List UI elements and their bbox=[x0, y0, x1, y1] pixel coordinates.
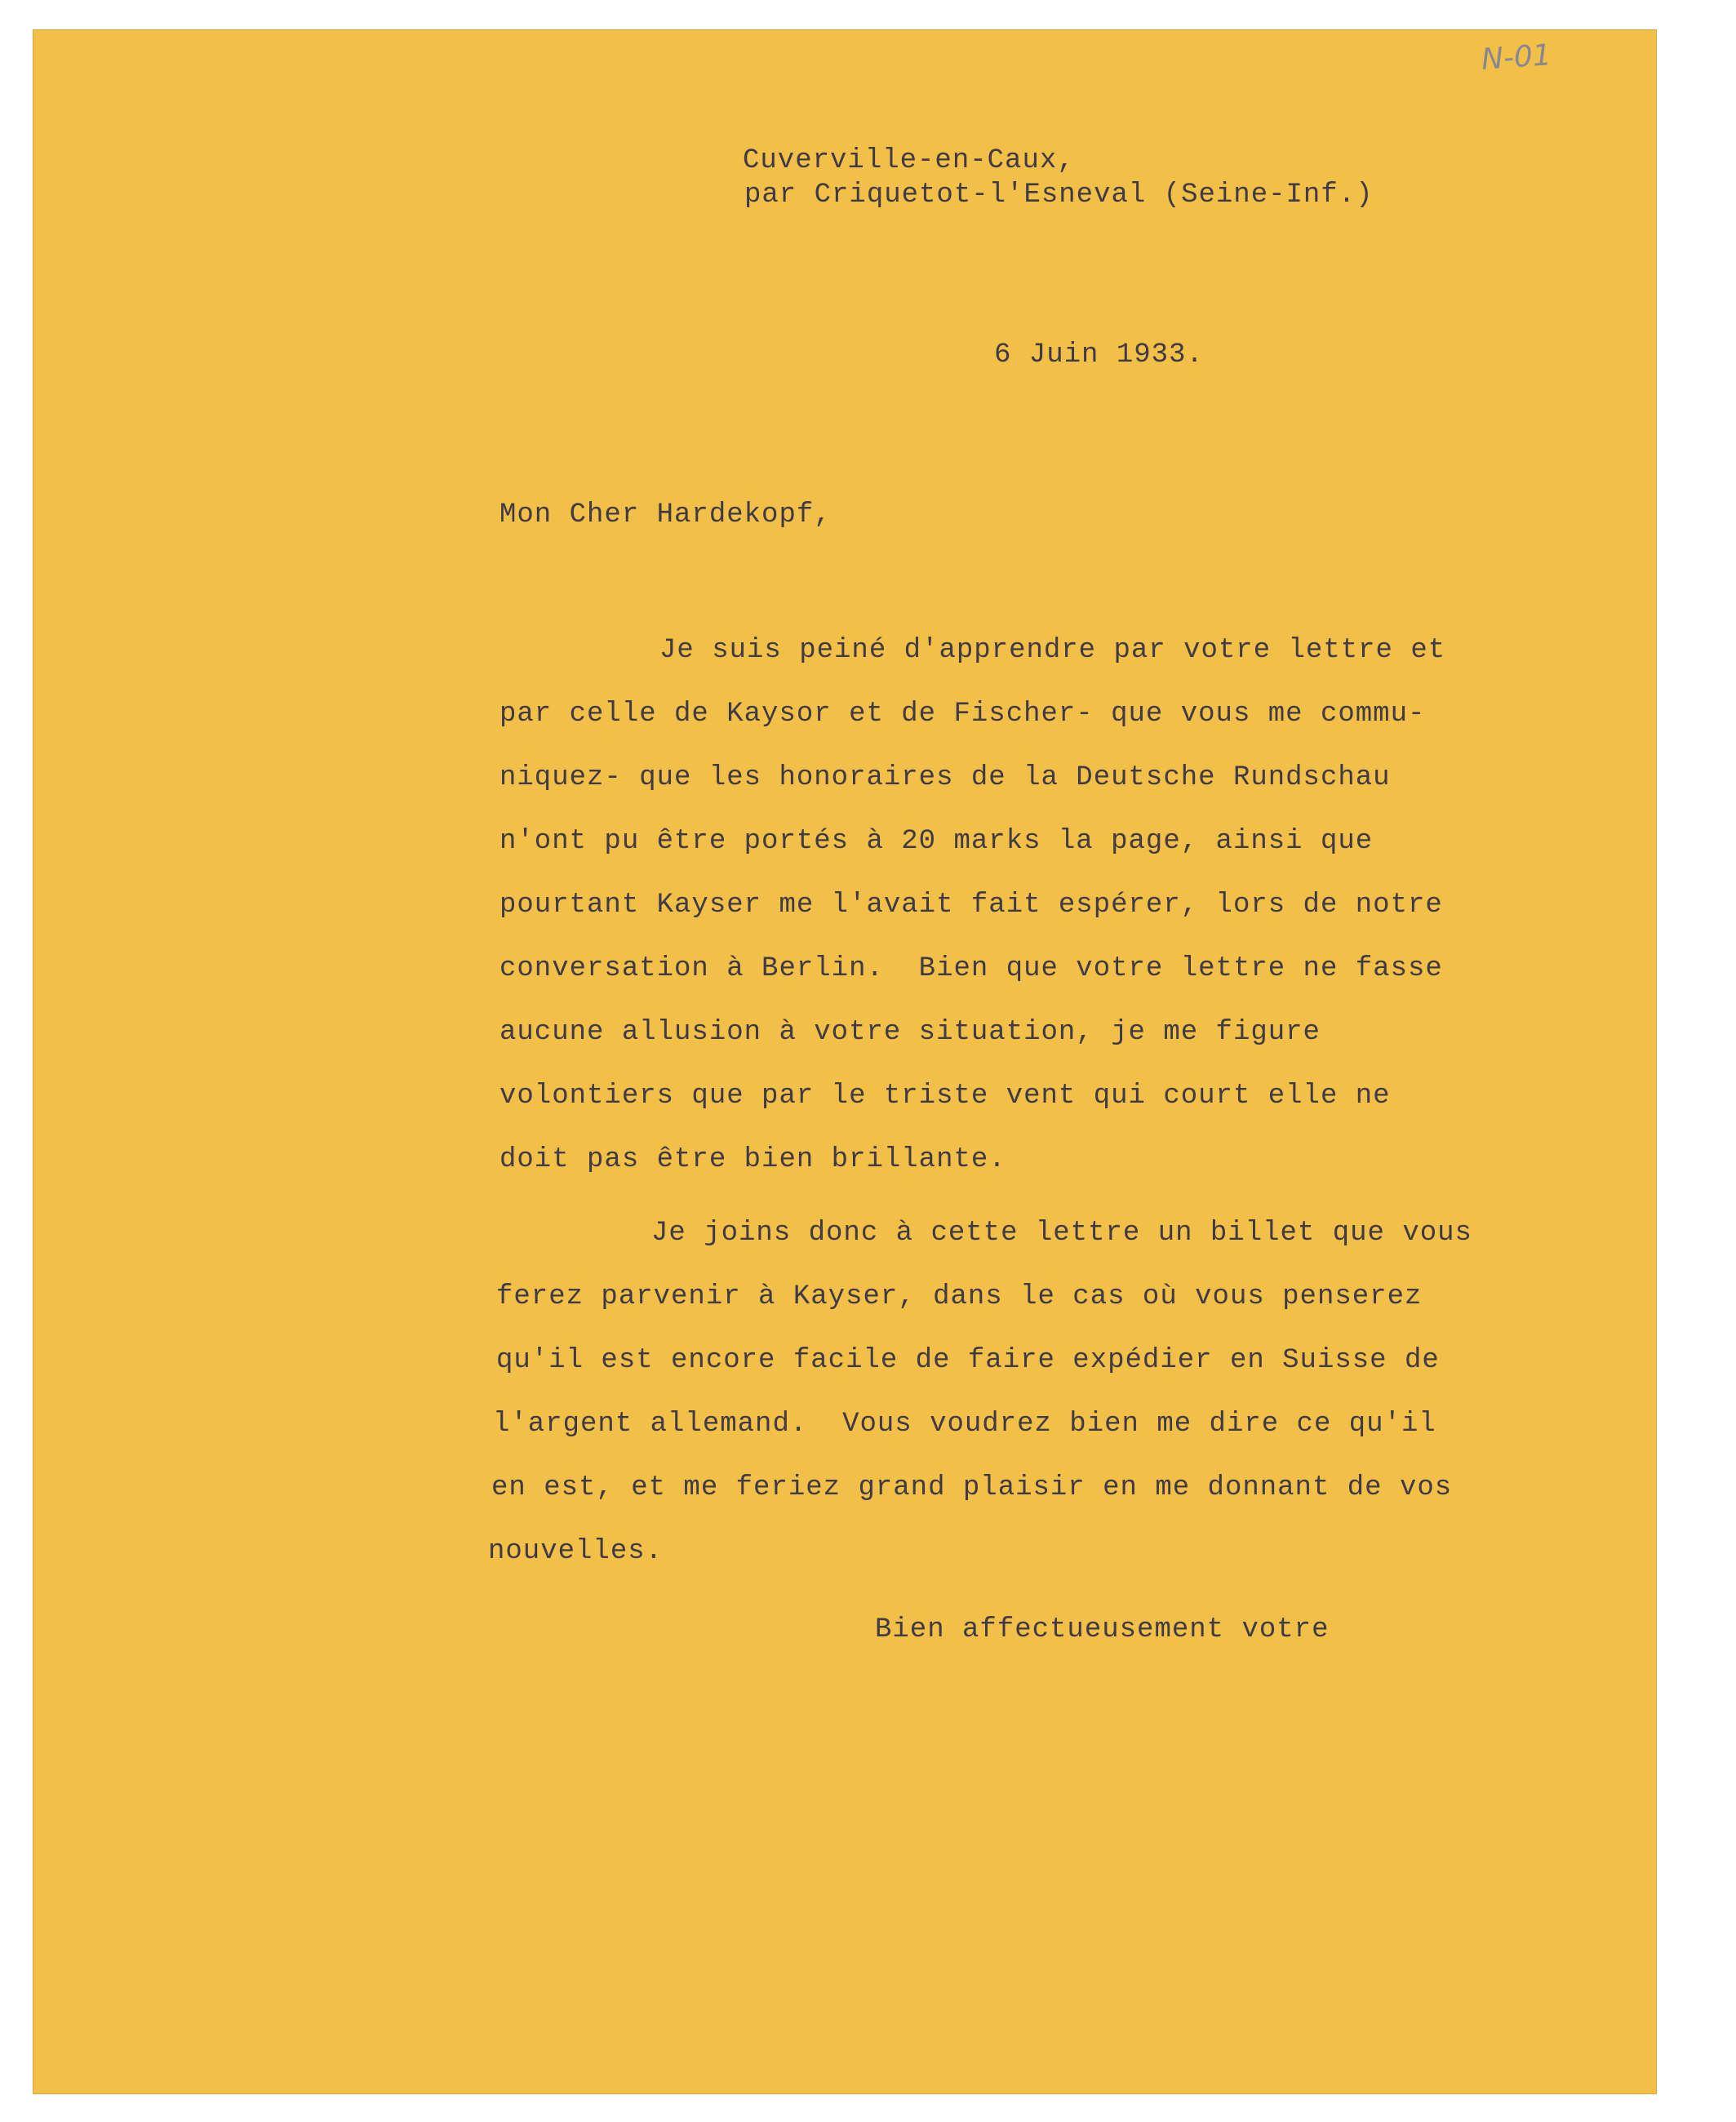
paragraph1-line: pourtant Kayser me l'avait fait espérer, lors de notre bbox=[499, 890, 1443, 921]
address-line-2: par Criquetot-l'Esneval (Seine-Inf.) bbox=[744, 180, 1374, 211]
paragraph1-line: aucune allusion à votre situation, je me figure bbox=[499, 1017, 1321, 1048]
paragraph2-line: Je joins donc à cette lettre un billet que vous bbox=[651, 1218, 1472, 1249]
paragraph1-line: n'ont pu être portés à 20 marks la page, ainsi que bbox=[499, 826, 1374, 857]
paragraph1-line: Je suis peiné d'apprendre par votre lettre et bbox=[659, 635, 1446, 666]
letter-date: 6 Juin 1933. bbox=[994, 340, 1204, 371]
salutation: Mon Cher Hardekopf, bbox=[499, 499, 832, 530]
paragraph1-line: volontiers que par le triste vent qui court elle ne bbox=[499, 1081, 1391, 1112]
paragraph2-line: l'argent allemand. Vous voudrez bien me dire ce qu'il bbox=[493, 1409, 1436, 1440]
paragraph2-line: nouvelles. bbox=[488, 1536, 664, 1567]
address-line-1: Cuverville-en-Caux, bbox=[743, 145, 1075, 176]
paragraph1-line: par celle de Kaysor et de Fischer- que vous me commu- bbox=[499, 699, 1426, 730]
archive-mark: N-01 bbox=[1480, 38, 1553, 77]
letter-sheet bbox=[33, 29, 1657, 2094]
paragraph1-line: conversation à Berlin. Bien que votre lettre ne fasse bbox=[499, 953, 1443, 984]
paragraph1-line: doit pas être bien brillante. bbox=[499, 1144, 1006, 1175]
closing: Bien affectueusement votre bbox=[875, 1614, 1330, 1645]
paragraph1-line: niquez- que les honoraires de la Deutsche Rundschau bbox=[499, 762, 1391, 793]
paragraph2-line: en est, et me feriez grand plaisir en me donnant de vos bbox=[491, 1472, 1453, 1503]
paragraph2-line: qu'il est encore facile de faire expédier en Suisse de bbox=[496, 1345, 1440, 1376]
paragraph2-line: ferez parvenir à Kayser, dans le cas où vous penserez bbox=[496, 1281, 1423, 1312]
